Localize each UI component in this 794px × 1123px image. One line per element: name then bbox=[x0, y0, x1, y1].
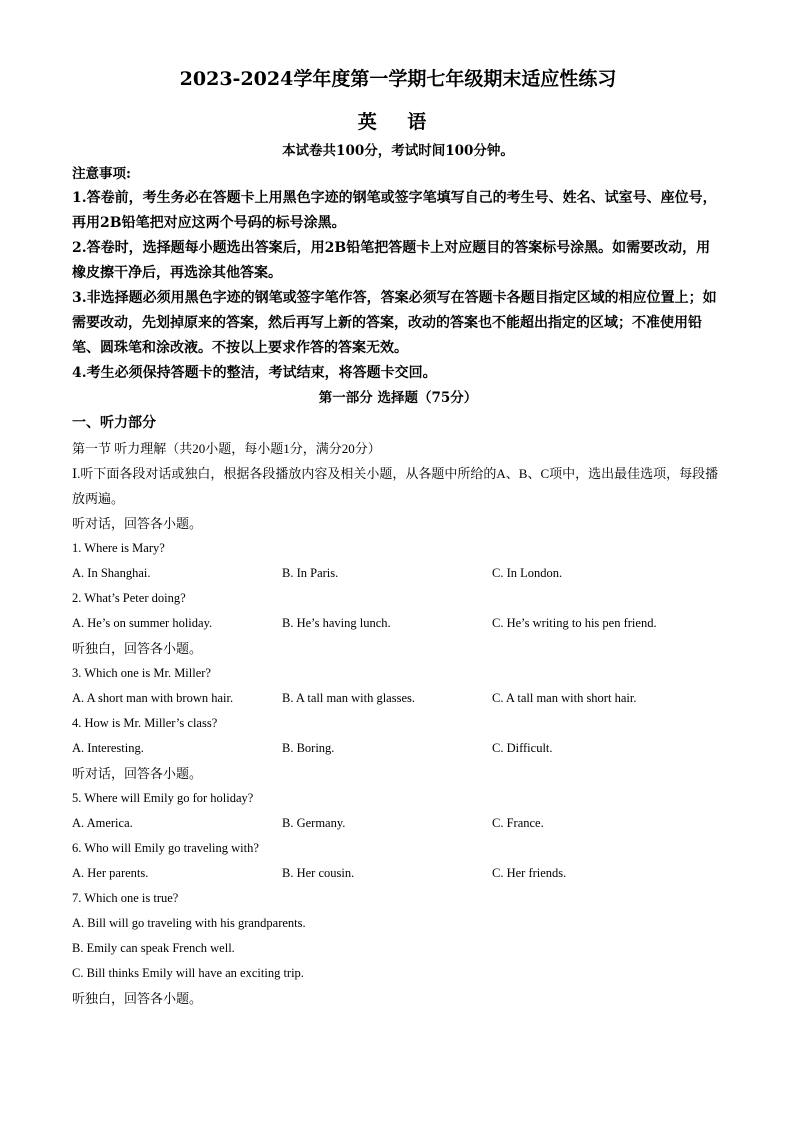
option-a[interactable]: A. Her parents. bbox=[72, 866, 149, 880]
option-b[interactable]: B. Boring. bbox=[282, 741, 335, 755]
exam-info: 本试卷共100分，考试时间100分钟。 bbox=[282, 143, 514, 159]
exam-title: 2023-2024学年度第一学期七年级期末适应性练习 bbox=[179, 68, 617, 90]
note-item: 2.答卷时，选择题每小题选出答案后，用2B铅笔把答题卡上对应题目的答案标号涂黑。如需要改动，用橡皮擦干净后，再选涂其他答案。 bbox=[72, 240, 711, 281]
options-row-4 bbox=[72, 736, 724, 761]
dialog-prompt: 听对话，回答各小题。 bbox=[72, 516, 203, 531]
note-item: 3.非选择题必须用黑色字迹的钢笔或签字笔作答，答案必须写在答题卡各题目指定区域的相应位置上；如需要改动，先划掉原来的答案，然后再写上新的答案，改动的答案也不能超出指定的区域；不准使用铅笔、圆珠笔和涂改液。不按以上要求作答的答案无效。 bbox=[72, 290, 717, 356]
dialog-prompt: 听对话，回答各小题。 bbox=[72, 766, 203, 781]
subject-title: 英 语 bbox=[357, 111, 439, 133]
subsection-heading: 第一节 听力理解（共20小题，每小题1分，满分20分） bbox=[72, 441, 381, 456]
options-row-5 bbox=[72, 811, 724, 836]
option-b[interactable]: B. In Paris. bbox=[282, 566, 339, 580]
option-a[interactable]: A. A short man with brown hair. bbox=[72, 691, 234, 705]
monolog-prompt: 听独白，回答各小题。 bbox=[72, 641, 203, 656]
question-1: 1. Where is Mary? bbox=[72, 541, 165, 555]
option-c[interactable]: C. France. bbox=[492, 816, 544, 830]
note-item: 4.考生必须保持答题卡的整洁，考试结束，将答题卡交回。 bbox=[72, 365, 437, 381]
option-a[interactable]: A. In Shanghai. bbox=[72, 566, 151, 580]
option-c[interactable]: C. A tall man with short hair. bbox=[492, 691, 637, 705]
option-b[interactable]: B. Her cousin. bbox=[282, 866, 355, 880]
options-row-1 bbox=[72, 561, 724, 586]
option-a[interactable]: A. Interesting. bbox=[72, 741, 144, 755]
question-7: 7. Which one is true? bbox=[72, 891, 179, 905]
option-b[interactable]: B. He’s having lunch. bbox=[282, 616, 391, 630]
option-b[interactable]: B. A tall man with glasses. bbox=[282, 691, 415, 705]
question-6: 6. Who will Emily go traveling with? bbox=[72, 841, 259, 855]
part-title: 第一部分 选择题（75分） bbox=[318, 390, 478, 406]
question-5: 5. Where will Emily go for holiday? bbox=[72, 791, 254, 805]
options-row-3 bbox=[72, 686, 724, 711]
question-3: 3. Which one is Mr. Miller? bbox=[72, 666, 211, 680]
option-c[interactable]: C. He’s writing to his pen friend. bbox=[492, 616, 657, 630]
option-b[interactable]: B. Emily can speak French well. bbox=[72, 941, 235, 955]
option-a[interactable]: A. He’s on summer holiday. bbox=[72, 616, 213, 630]
option-c[interactable]: C. Her friends. bbox=[492, 866, 567, 880]
notes-heading: 注意事项: bbox=[72, 166, 131, 182]
note-item: 1.答卷前，考生务必在答题卡上用黑色字迹的钢笔或签字笔填写自己的考生号、姓名、试室号、座位号，再用2B铅笔把对应这两个号码的标号涂黑。 bbox=[72, 190, 717, 231]
listening-instruction: Ⅰ.听下面各段对话或独白，根据各段播放内容及相关小题，从各题中所给的A、B、C项中，选出最佳选项，每段播放两遍。 bbox=[72, 466, 719, 506]
option-a[interactable]: A. Bill will go traveling with his grandparents. bbox=[72, 916, 306, 930]
question-2: 2. What’s Peter doing? bbox=[72, 591, 186, 605]
options-row-6 bbox=[72, 861, 724, 886]
section-heading: 一、听力部分 bbox=[72, 415, 156, 431]
option-c[interactable]: C. Bill thinks Emily will have an exciting trip. bbox=[72, 966, 304, 980]
option-a[interactable]: A. America. bbox=[72, 816, 133, 830]
question-4: 4. How is Mr. Miller’s class? bbox=[72, 716, 218, 730]
monolog-prompt: 听独白，回答各小题。 bbox=[72, 991, 203, 1006]
option-c[interactable]: C. In London. bbox=[492, 566, 563, 580]
option-b[interactable]: B. Germany. bbox=[282, 816, 346, 830]
option-c[interactable]: C. Difficult. bbox=[492, 741, 553, 755]
exam-page bbox=[72, 66, 724, 1011]
options-row-2 bbox=[72, 611, 724, 636]
